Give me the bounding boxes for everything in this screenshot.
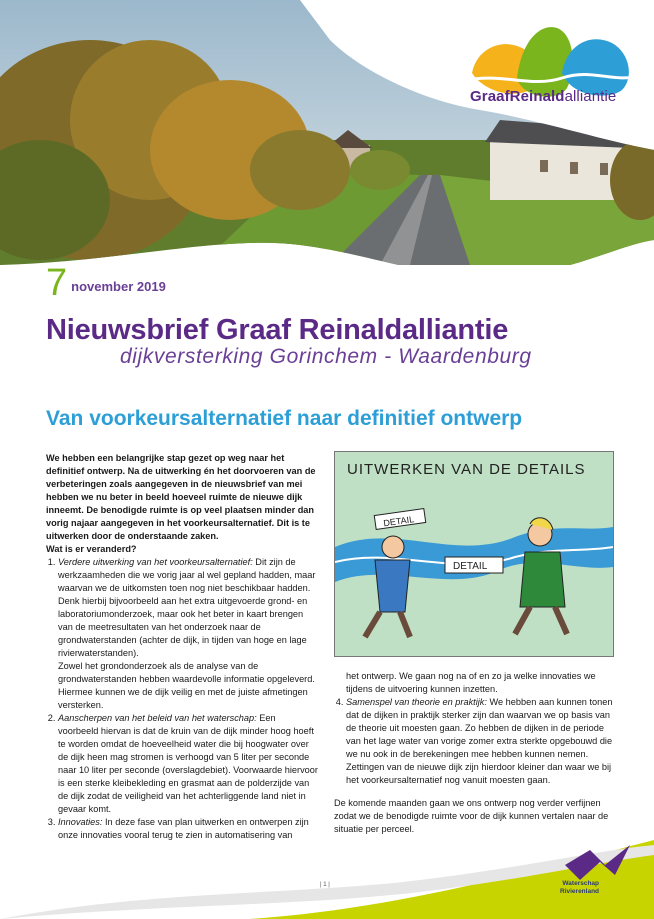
page-number: | 1 | [320, 882, 330, 888]
list-item: 4. Samenspel van theorie en praktijk: We hebben aan kunnen tonen dat de dijken in praktijk sterker zijn dan waarvan we op basis van de theorie uit moesten gaan. Zo hebben de dijken in de periode van het lage water van vorige zomer extra sterkte opgebouwd die we nu ook in de berekeningen mee hebben kunnen nemen. Zettingen van de nieuwe dijk zijn hierdoor kleiner dan waar we bij het voorkeursalternatief nog vanuit moesten gaan. [346, 696, 616, 787]
issue-number: 7 [46, 262, 68, 304]
list-item: 2. Aanscherpen van het beleid van het waterschap: Een voorbeeld hiervan is dat de kruin van de dijk minder hoog hoeft te worden omdat de hoeveelheid water die bij hoogwater over de dijk heen mag stromen is verhoogd van 5 liter per seconde naar 10 liter per seconde (overslagdebiet). Voorwaarde hiervoor is een sterke kleibekleding en grasmat aan de polderzijde van de dijk zodat de veiligheid van het achterliggende land niet in gevaar komt. [58, 712, 318, 816]
continuation-paragraph: het ontwerp. We gaan nog na of en zo ja welke innovaties we tijdens de uitvoering kunnen inzetten. [346, 671, 596, 694]
list-item: 3. Innovaties: In deze fase van plan uitwerken en ontwerpen zijn onze innovaties vooral terug te zien in automatisering van [58, 816, 318, 842]
column-left [46, 452, 318, 842]
illustration-title: UITWERKEN VAN DE DETAILS [347, 461, 586, 478]
issue-month: november 2019 [71, 279, 166, 294]
detail-sign-right: DETAIL [453, 561, 488, 572]
newsletter-title: Nieuwsbrief Graaf Reinaldalliantie [46, 314, 509, 346]
newsletter-subtitle: dijkversterking Gorinchem - Waardenburg [120, 345, 532, 368]
list-item: 1. Verdere uitwerking van het voorkeursalternatief: Dit zijn de werkzaamheden die we vorig jaar al wel gepland hadden, maar waarvan we de uitkomsten toen nog niet beschikbaar hadden. Denk hierbij bijvoorbeeld aan het extra uitgevoerde grond- en laboratoriumonderzoek, maar ook het beter in kaart brengen van de meetresultaten van het onderzoek naar de grondwaterstanden (achter de dijk, in tijden van hoge en lage rivierwaterstanden). Zowel het grondonderzoek als de analyse van de grondwaterstanden hebben waardevolle informatie opgeleverd. Hiermee kunnen we de dijk veilig en met de juiste afmetingen versterken. [58, 556, 318, 712]
closing-paragraph: De komende maanden gaan we ons ontwerp nog verder verfijnen zodat we de benodigde ruimte voor de dijk kunnen vertalen naar de situatie per perceel. [334, 798, 609, 834]
detail-sign-left: DETAIL [382, 514, 415, 529]
column-right [334, 670, 616, 836]
waterschap-logo: Waterschap Rivierenland [560, 880, 600, 895]
logo-text: GraafReinaldalliantie [470, 88, 617, 105]
article-heading: Van voorkeursalternatief naar definitief ontwerp [46, 407, 523, 430]
footer-wave [0, 820, 654, 919]
issue-date [46, 262, 166, 305]
what-changed-heading: Wat is er veranderd? [46, 544, 137, 554]
cartoon-illustration [334, 451, 614, 657]
intro-paragraph: We hebben een belangrijke stap gezet op weg naar het definitief ontwerp. Na de uitwerking én het doorvoeren van de verbeteringen zoals aangegeven in de nieuwsbrief van mei hebben we nu beter in beeld hoeveel ruimte de nieuwe dijk inneemt. De benodigde ruimte is op veel plaatsen minder dan vorig najaar aangegeven in het voorkeursalternatief. Dit is te uitwerken door de onderstaande zaken. [46, 453, 316, 541]
